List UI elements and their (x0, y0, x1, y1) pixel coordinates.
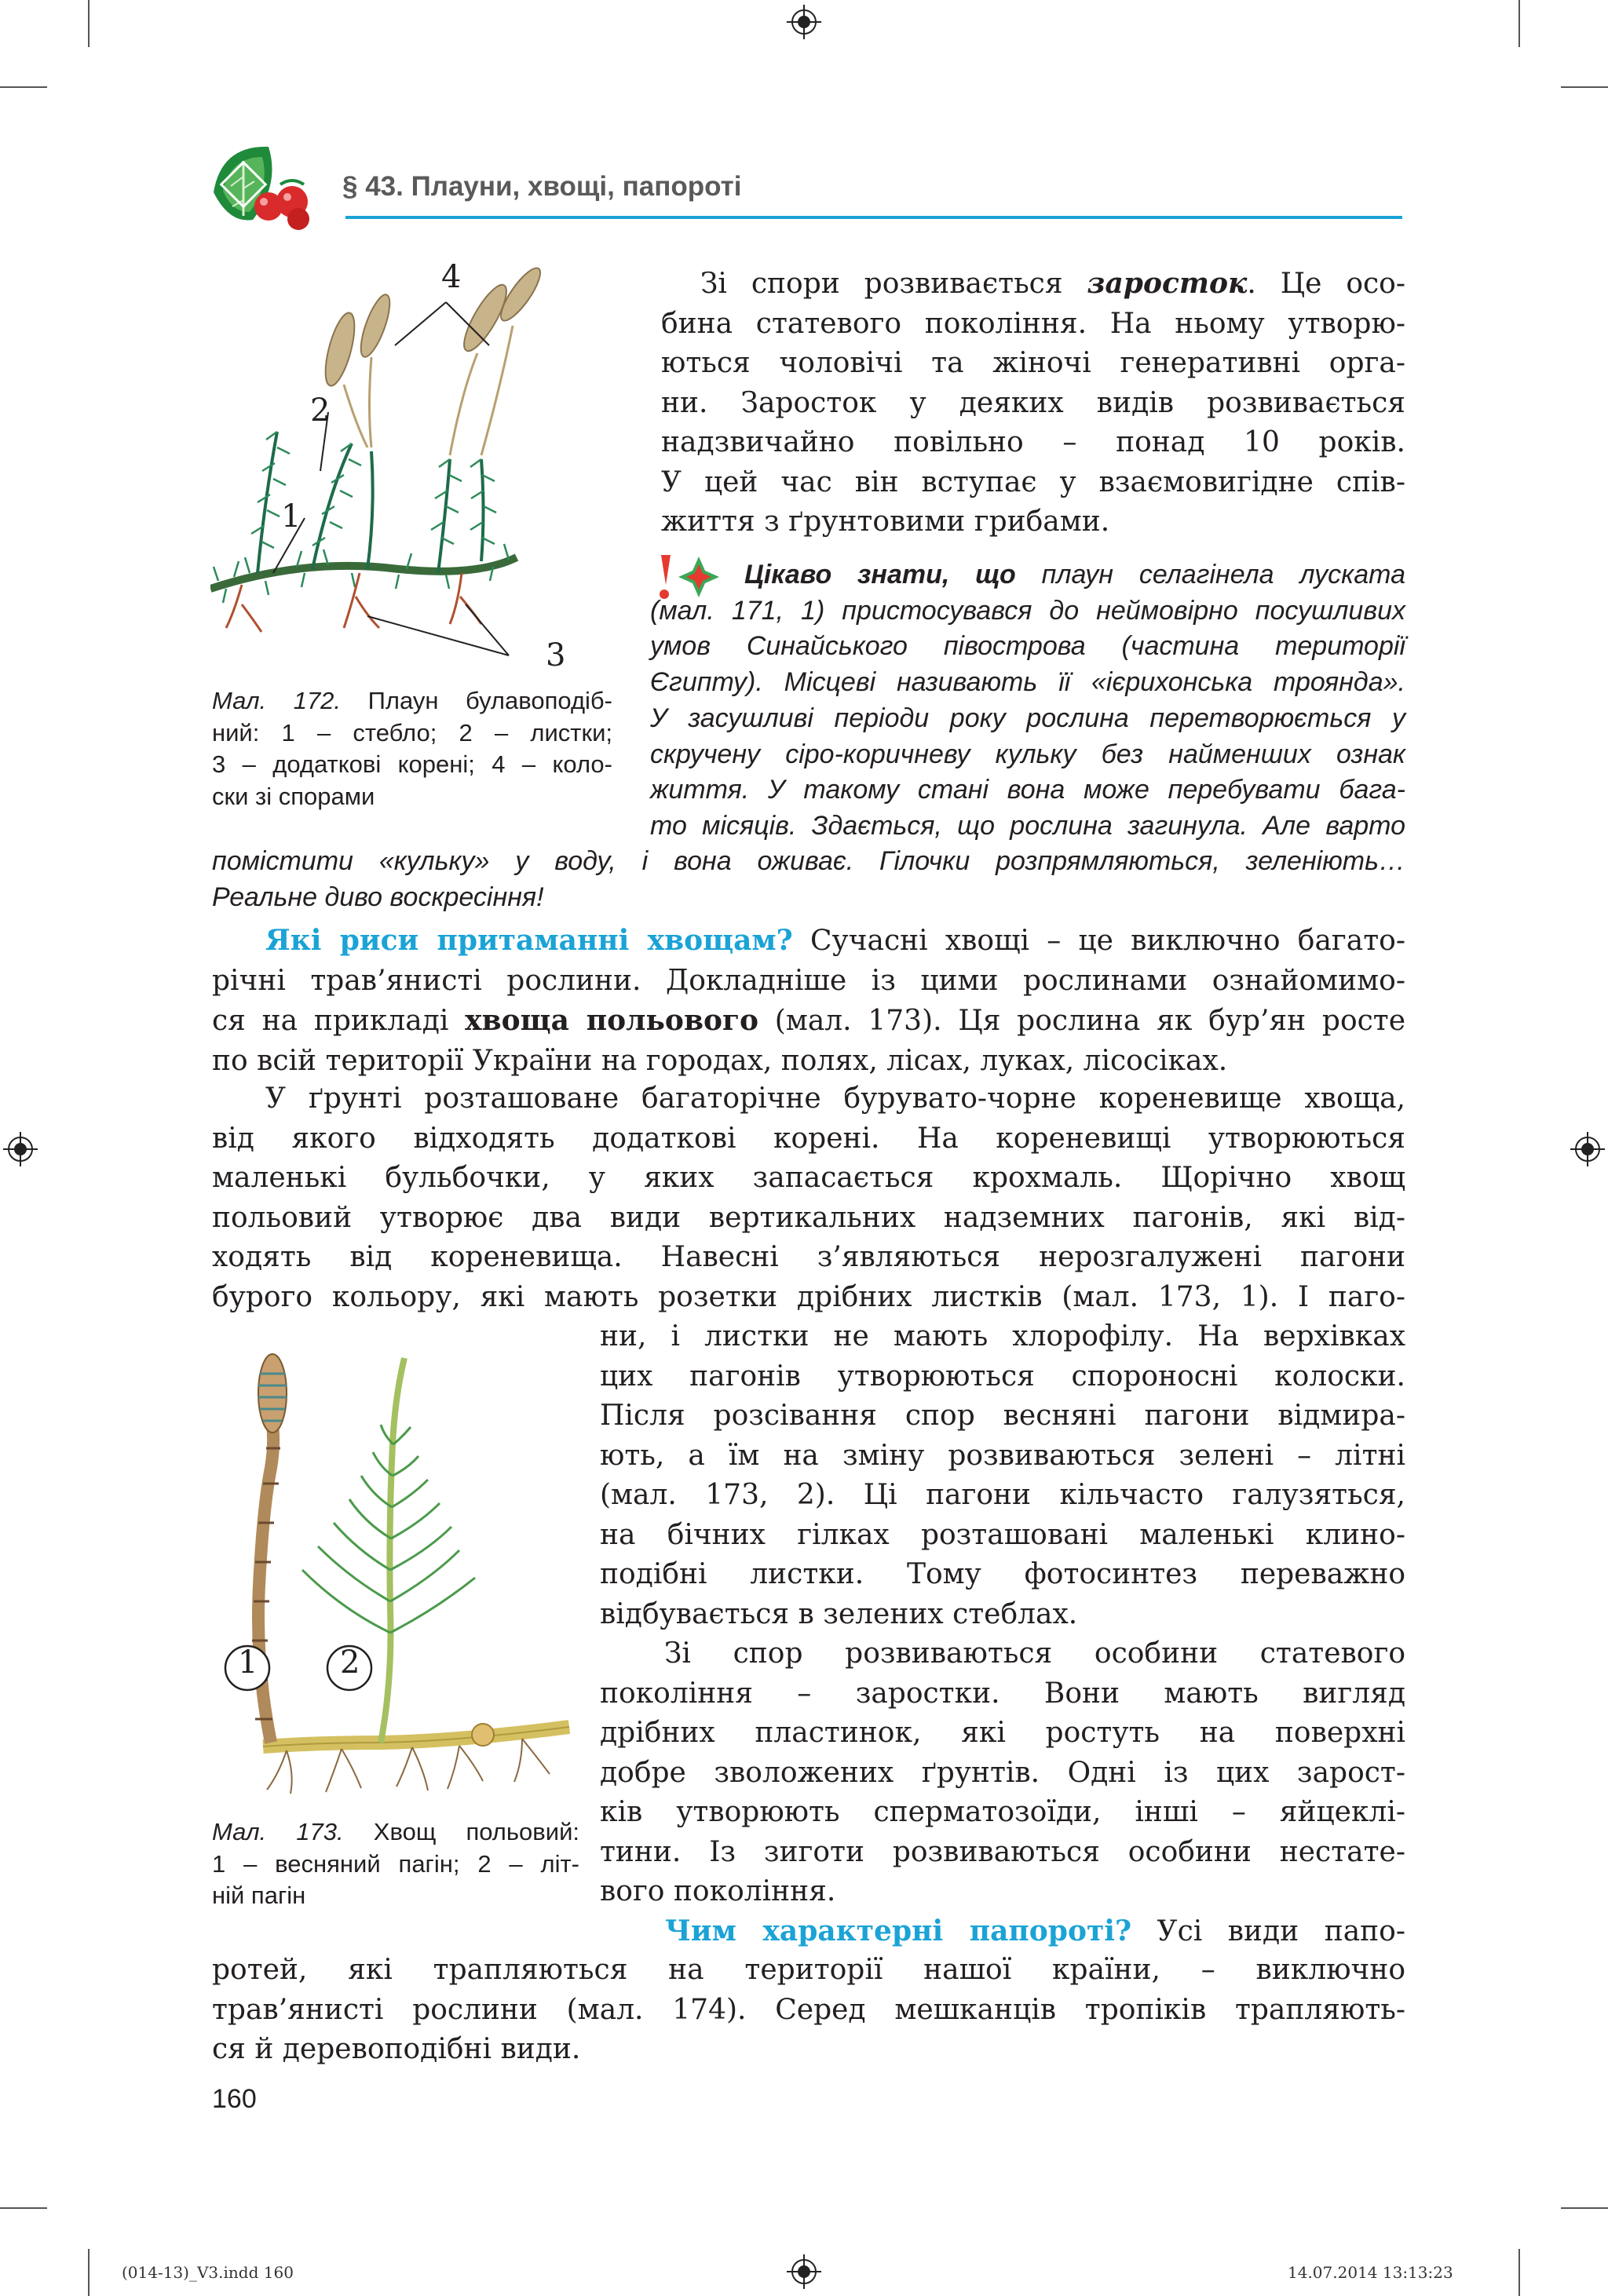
paragraph-gametophyte: Зі спори розвивається заросток. Це осо- бина статевого покоління. На ньому утворю- ються чоловічі та жіночі генеративні орга- ни. Заросток у деяких видів розвивається надзвичайно повільно – понад 10 років. У цей час він вступає у взаємовигідне спів- життя з ґрунтовими грибами. (661, 267, 1405, 538)
page-number: 160 (212, 2084, 257, 2114)
registration-mark-right-icon (1570, 1132, 1605, 1166)
paragraph-horsetails-intro: Які риси притаманні хвощам? Сучасні хвощі – це виключно багато- річні трав’янисті рослини. Докладніше із цими рослинами ознайомимо- ся на прикладі хвоща польового (мал. 173). Ця рослина як бур’ян росте по всій території України на городах, полях, лісах, луках, лісосіках. (212, 924, 1405, 1077)
footer-timestamp: 14.07.2014 13:13:23 (1288, 2263, 1453, 2282)
interesting-fact-note-continued: помістити «кульку» у воду, і вона оживає. Гілочки розпрямляються, зеленіють… Реальне диво воскресіння! (212, 846, 1405, 912)
figure-173-horsetail-illustration (224, 1350, 585, 1801)
paragraph-prothallus: Зі спор розвиваються особини статевого покоління – заростки. Вони мають вигляд дрібних пластинок, які ростуть на поверхні добре зволожених ґрунтів. Одні із цих зарост- ків утворюють сперматозоїди, інші – яйцеклі- тини. Із зиготи розвиваються особини нестате- вого покоління. (600, 1637, 1405, 1907)
paragraph-rhizome: У ґрунті розташоване багаторічне бурувато-чорне кореневище хвоща, від якого відходять додаткові корені. На кореневищі утворюються маленькі бульбочки, у яких запасається крохмаль. Щорічно хвощ польовий утворює два види вертикальних надземних пагонів, які від- ходять від кореневища. Навесні з’являються нерозгалужені пагони бурого кольору, які мають розетки дрібних листків (мал. 173, 1). І паго- (212, 1082, 1405, 1313)
interesting-fact-note: Цікаво знати, що плаун селагінела луската (мал. 171, 1) пристосувався до неймовірно посушливих умов Синайського півострова (частина території Єгипту). Місцеві називають її «ієрихонська троянда». У засушливі періоди року рослина перетворюється у скручену сіро-коричневу кульку без найменших ознак життя. У такому стані вона може перебувати бага- то місяців. Здається, що рослина загинула. Але варто (650, 560, 1405, 841)
figure-172-label-2: 2 (310, 392, 331, 429)
figure-172-club-moss-illustration (210, 259, 619, 667)
figure-173-caption: Мал. 173. Хвощ польовий: 1 – весняний пагін; 2 – літ- ній пагін (212, 1818, 580, 1909)
registration-mark-top-icon (787, 5, 821, 39)
question-ferns: Чим характерні папороті? (665, 1915, 1132, 1947)
figure-172-label-4: 4 (441, 259, 462, 295)
registration-mark-bottom-icon (787, 2254, 821, 2289)
question-horsetails: Які риси притаманні хвощам? (265, 924, 793, 957)
section-leaf-logo-icon (206, 137, 323, 239)
figure-172-label-3: 3 (546, 637, 566, 673)
figure-172-label-1: 1 (281, 498, 302, 535)
figure-173-label-1: 1 (238, 1644, 258, 1681)
registration-mark-left-icon (3, 1132, 38, 1166)
paragraph-shoots: ни, і листки не мають хлорофілу. На верхівках цих пагонів утворюються спороносні колоски. Після розсівання спор весняні пагони відмира- ють, а їм на зміну розвиваються зелені – літні (мал. 173, 2). Ці пагони кільчасто галузяться, на бічних гілках розташовані маленькі клино- подібні листки. Тому фотосинтез переважно відбувається в зелених стеблах. (600, 1320, 1405, 1630)
paragraph-ferns: ротей, які трапляються на території нашої країни, – виключно трав’янисті рослини (мал. 174). Серед мешканців тропіків трапляють- ся й деревоподібні види. (212, 1954, 1405, 2065)
paragraph-ferns-lead: Чим характерні папороті? Усі види папо- (665, 1915, 1405, 1947)
figure-172-caption: Мал. 172. Плаун булавоподіб- ний: 1 – стебло; 2 – листки; 3 – додаткові корені; 4 – коло- ски зі спорами (212, 687, 613, 810)
header-rule (345, 216, 1402, 219)
figure-173-label-2: 2 (340, 1644, 360, 1681)
section-title: § 43. Плауни, хвощі, папороті (342, 171, 742, 202)
footer-file-slug: (014-13)_V3.indd 160 (122, 2263, 294, 2282)
